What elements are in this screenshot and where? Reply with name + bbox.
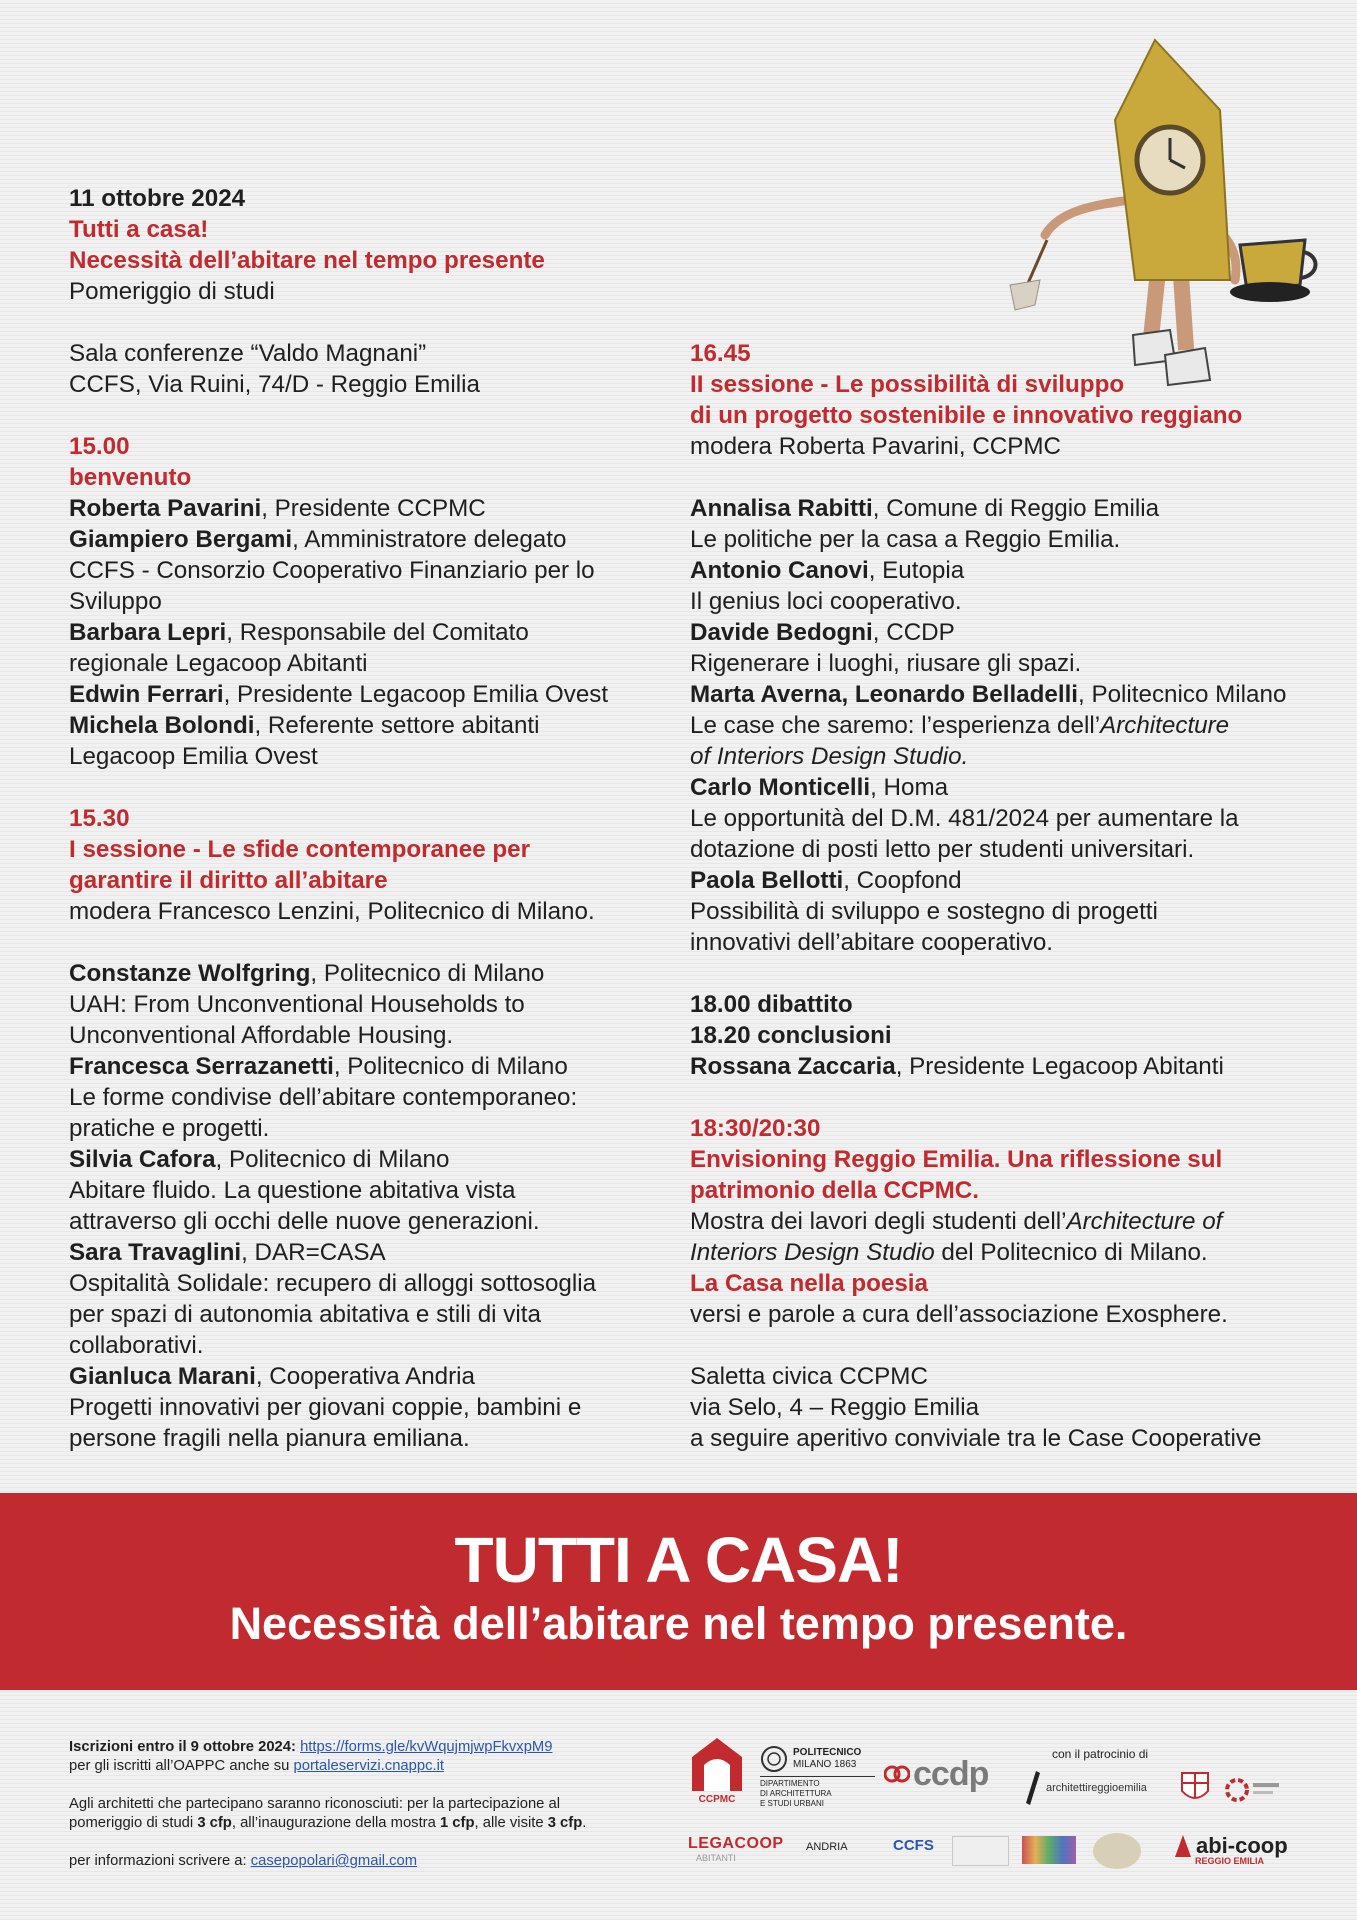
cfp-line-2	[69, 1814, 669, 1833]
registration-label: Iscrizioni entro il 9 ottobre 2024:	[69, 1739, 301, 1755]
cfp-text: pomeriggio di studi	[69, 1815, 198, 1831]
program-line: regionale Legacoop Abitanti	[69, 650, 368, 677]
program-line	[690, 493, 1330, 524]
speaker-name: Edwin Ferrari	[69, 681, 224, 708]
program-line: Unconventional Affordable Housing.	[69, 1022, 454, 1049]
speaker-name: Antonio Canovi	[690, 557, 869, 584]
crest-icon	[1178, 1769, 1212, 1809]
speaker-affiliation: , Responsabile del Comitato	[226, 619, 529, 646]
program-line: benvenuto	[69, 464, 192, 491]
abicoop-mark-icon	[1173, 1833, 1193, 1859]
oappc-text: per gli iscritti all’OAPPC anche su	[69, 1758, 294, 1774]
speaker-name: Gianluca Marani	[69, 1363, 256, 1390]
speaker-affiliation: , Cooperativa Andria	[255, 1363, 476, 1390]
partner-logo-small	[952, 1836, 1009, 1866]
program-line	[69, 1361, 659, 1392]
program-line: per spazi di autonomia abitativa e stili di vita	[69, 1301, 541, 1328]
banner-subtitle: Necessità dell’abitare nel tempo presente.	[229, 1598, 1128, 1649]
program-line: 16.45	[690, 340, 751, 367]
cfp-value: 3 cfp	[197, 1815, 232, 1831]
cfp-text: , alle visite	[474, 1815, 548, 1831]
speaker-affiliation: , Presidente Legacoop Abitanti	[895, 1053, 1224, 1080]
speaker-affiliation: , Presidente Legacoop Emilia Ovest	[223, 681, 609, 708]
program-line	[690, 679, 1330, 710]
program-line: Sviluppo	[69, 588, 162, 615]
speaker-affiliation: , Presidente CCPMC	[261, 495, 486, 522]
program-line	[69, 710, 659, 741]
program-line: persone fragili nella pianura emiliana.	[69, 1425, 470, 1452]
cfp-line-1: Agli architetti che partecipano saranno riconosciuti: per la partecipazione al	[69, 1796, 561, 1812]
rainbow-flag-logo	[1022, 1836, 1076, 1864]
comune-crest-logo	[1178, 1769, 1212, 1812]
andria-logo: ANDRIA	[806, 1841, 848, 1853]
speaker-affiliation: , Comune di Reggio Emilia	[872, 495, 1160, 522]
program-line: Il genius loci cooperativo.	[690, 588, 962, 615]
footer-info	[69, 1738, 669, 1871]
program-line: Legacoop Emilia Ovest	[69, 743, 318, 770]
speaker-name: Annalisa Rabitti	[690, 495, 873, 522]
speaker-name: Giampiero Bergami	[69, 526, 293, 553]
line-text: Le case che saremo: l’esperienza dell’	[690, 712, 1101, 739]
program-line	[690, 1237, 1330, 1268]
abicoop-label: abi-coop	[1196, 1833, 1288, 1858]
speaker-name: Davide Bedogni	[690, 619, 873, 646]
ccfs-logo	[893, 1837, 934, 1854]
title-banner	[0, 1493, 1357, 1690]
speaker-affiliation: , Eutopia	[868, 557, 965, 584]
speaker-affiliation: , Politecnico di Milano	[333, 1053, 568, 1080]
speaker-affiliation: , Amministratore delegato	[292, 526, 567, 553]
spacer	[690, 462, 1330, 493]
program-line: patrimonio della CCPMC.	[690, 1177, 979, 1204]
program-left-column	[69, 183, 659, 1454]
spacer	[69, 772, 659, 803]
info-text: per informazioni scrivere a:	[69, 1853, 251, 1869]
spacer	[690, 958, 1330, 989]
program-line: modera Francesco Lenzini, Politecnico di Milano.	[69, 898, 595, 925]
architetti-logo	[1024, 1769, 1147, 1807]
program-line	[69, 493, 659, 524]
program-line	[690, 865, 1330, 896]
program-line: UAH: From Unconventional Households to	[69, 991, 525, 1018]
ccdp-mark-icon	[884, 1761, 910, 1787]
program-line: innovativi dell’abitare cooperativo.	[690, 929, 1054, 956]
spacer	[690, 1082, 1330, 1113]
program-line	[690, 710, 1330, 741]
program-line	[69, 617, 659, 648]
program-line: di un progetto sostenibile e innovativo reggiano	[690, 402, 1243, 429]
pencil-icon	[1024, 1769, 1042, 1807]
program-line: Ospitalità Solidale: recupero di alloggi sottosoglia	[69, 1270, 597, 1297]
cfp-value: 3 cfp	[547, 1815, 583, 1831]
program-line: Saletta civica CCPMC	[690, 1363, 928, 1390]
program-line: 15.00	[69, 433, 130, 460]
program-line	[69, 1051, 659, 1082]
speaker-name: Paola Bellotti	[690, 867, 844, 894]
speaker-name: Rossana Zaccaria	[690, 1053, 896, 1080]
abitanti-label: ABITANTI	[696, 1853, 736, 1863]
polimi-logo	[760, 1745, 875, 1809]
program-line	[690, 1051, 1330, 1082]
ccpmc-house-icon	[688, 1735, 746, 1793]
cfp-text: , all’inaugurazione della mostra	[231, 1815, 440, 1831]
program-line	[690, 555, 1330, 586]
polimi-seal-icon	[760, 1745, 788, 1773]
ccfs-label: CCFS	[893, 1837, 934, 1854]
program-line: Progetti innovativi per giovani coppie, bambini e	[69, 1394, 582, 1421]
dept-line-1: DIPARTIMENTO	[760, 1779, 820, 1788]
speaker-affiliation: , DAR=CASA	[241, 1239, 386, 1266]
reggio-citta-logo	[1223, 1773, 1283, 1810]
banner-title: TUTTI A CASA!	[454, 1524, 903, 1596]
speaker-name: Silvia Cafora	[69, 1146, 216, 1173]
program-line: 18.00 dibattito	[690, 991, 853, 1018]
architetti-label: architettireggioemilia	[1046, 1782, 1147, 1794]
email-link[interactable]: casepopolari@gmail.com	[250, 1853, 418, 1869]
program-line	[69, 679, 659, 710]
program-line: dotazione di posti letto per studenti universitari.	[690, 836, 1195, 863]
program-line: Rigenerare i luoghi, riusare gli spazi.	[690, 650, 1082, 677]
program-line: 15.30	[69, 805, 130, 832]
polimi-year: MILANO 1863	[793, 1759, 857, 1770]
ccdp-label: ccdp	[913, 1755, 989, 1793]
program-line: 18:30/20:30	[690, 1115, 821, 1142]
spacer	[690, 1330, 1330, 1361]
program-line: modera Roberta Pavarini, CCPMC	[690, 433, 1062, 460]
program-line: Necessità dell’abitare nel tempo presente	[69, 247, 545, 274]
line-text: Mostra dei lavori degli studenti dell’	[690, 1208, 1067, 1235]
program-line: Pomeriggio di studi	[69, 278, 275, 305]
program-line: Le opportunità del D.M. 481/2024 per aumentare la	[690, 805, 1239, 832]
program-line: a seguire aperitivo conviviale tra le Case Cooperative	[690, 1425, 1262, 1452]
program-line: I sessione - Le sfide contemporanee per	[69, 836, 531, 863]
round-emblem-logo	[1093, 1833, 1141, 1869]
legacoop-label: LEGACOOP	[688, 1835, 784, 1852]
speaker-name: Marta Averna, Leonardo Belladelli	[690, 681, 1079, 708]
program-line: collaborativi.	[69, 1332, 204, 1359]
program-line	[690, 1206, 1330, 1237]
program-line: via Selo, 4 – Reggio Emilia	[690, 1394, 980, 1421]
speaker-affiliation: , Coopfond	[843, 867, 962, 894]
program-line: attraverso gli occhi delle nuove generazioni.	[69, 1208, 540, 1235]
cfp-text: .	[582, 1815, 587, 1831]
speaker-name: Michela Bolondi	[69, 712, 255, 739]
speaker-affiliation: , Politecnico Milano	[1078, 681, 1287, 708]
program-line: versi e parole a cura dell’associazione Exosphere.	[690, 1301, 1228, 1328]
program-line	[69, 958, 659, 989]
spacer	[69, 400, 659, 431]
program-line: Envisioning Reggio Emilia. Una riflessione sul	[690, 1146, 1223, 1173]
speaker-name: Constanze Wolfgring	[69, 960, 311, 987]
ccpmc-label: CCPMC	[698, 1794, 736, 1805]
program-line: 11 ottobre 2024	[69, 185, 246, 212]
speaker-affiliation: , Homa	[870, 774, 949, 801]
program-line: La Casa nella poesia	[690, 1270, 928, 1297]
program-line: garantire il diritto all’abitare	[69, 867, 388, 894]
speaker-affiliation: , Politecnico di Milano	[310, 960, 545, 987]
program-line	[690, 741, 1330, 772]
program-line: II sessione - Le possibilità di sviluppo	[690, 371, 1125, 398]
program-line: CCFS, Via Ruini, 74/D - Reggio Emilia	[69, 371, 480, 398]
ccdp-logo	[884, 1757, 988, 1791]
speaker-name: Barbara Lepri	[69, 619, 227, 646]
partner-logos	[688, 1733, 1328, 1883]
dept-line-3: E STUDI URBANI	[760, 1799, 825, 1808]
polimi-name: POLITECNICO	[793, 1747, 862, 1758]
dept-line-2: DI ARCHITETTURA	[760, 1789, 832, 1798]
italic-title: Architecture	[1100, 712, 1230, 739]
ccpmc-logo	[688, 1735, 746, 1805]
program-line: Le forme condivise dell’abitare contemporaneo:	[69, 1084, 578, 1111]
speaker-name: Carlo Monticelli	[690, 774, 871, 801]
italic-title: Interiors Design Studio	[690, 1239, 935, 1266]
program-line: 18.20 conclusioni	[690, 1022, 892, 1049]
speaker-affiliation: , CCDP	[872, 619, 955, 646]
cfp-value: 1 cfp	[439, 1815, 475, 1831]
italic-title: of Interiors Design Studio.	[690, 743, 969, 770]
speaker-affiliation: , Referente settore abitanti	[254, 712, 540, 739]
program-line	[690, 617, 1330, 648]
legacoop-logo	[688, 1835, 784, 1863]
registration-link[interactable]: https://forms.gle/kvWqujmjwpFkvxpM9	[300, 1739, 553, 1755]
spacer	[69, 307, 659, 338]
italic-title: Architecture of	[1066, 1208, 1223, 1235]
line-text: del Politecnico di Milano.	[934, 1239, 1208, 1266]
program-line	[69, 1237, 659, 1268]
program-line: Sala conferenze “Valdo Magnani”	[69, 340, 427, 367]
program-line: Possibilità di sviluppo e sostegno di progetti	[690, 898, 1158, 925]
program-line	[69, 1144, 659, 1175]
spacer	[69, 927, 659, 958]
program-right-column	[690, 338, 1330, 1454]
abicoop-logo	[1173, 1833, 1288, 1866]
patrocinio-label: con il patrocinio di	[1052, 1747, 1149, 1761]
program-line: Le politiche per la casa a Reggio Emilia.	[690, 526, 1121, 553]
program-line: CCFS - Consorzio Cooperativo Finanziario per lo	[69, 557, 595, 584]
program-line: Tutti a casa!	[69, 216, 209, 243]
speaker-name: Sara Travaglini	[69, 1239, 242, 1266]
speaker-name: Francesca Serrazanetti	[69, 1053, 334, 1080]
abicoop-sub: REGGIO EMILIA	[1195, 1856, 1265, 1866]
speaker-affiliation: , Politecnico di Milano	[215, 1146, 450, 1173]
program-line: Abitare fluido. La questione abitativa vista	[69, 1177, 516, 1204]
program-line: pratiche e progetti.	[69, 1115, 270, 1142]
program-line	[69, 524, 659, 555]
program-line	[690, 772, 1330, 803]
oappc-link[interactable]: portaleservizi.cnappc.it	[293, 1758, 445, 1774]
reggio-mark-icon	[1223, 1773, 1283, 1807]
speaker-name: Roberta Pavarini	[69, 495, 262, 522]
